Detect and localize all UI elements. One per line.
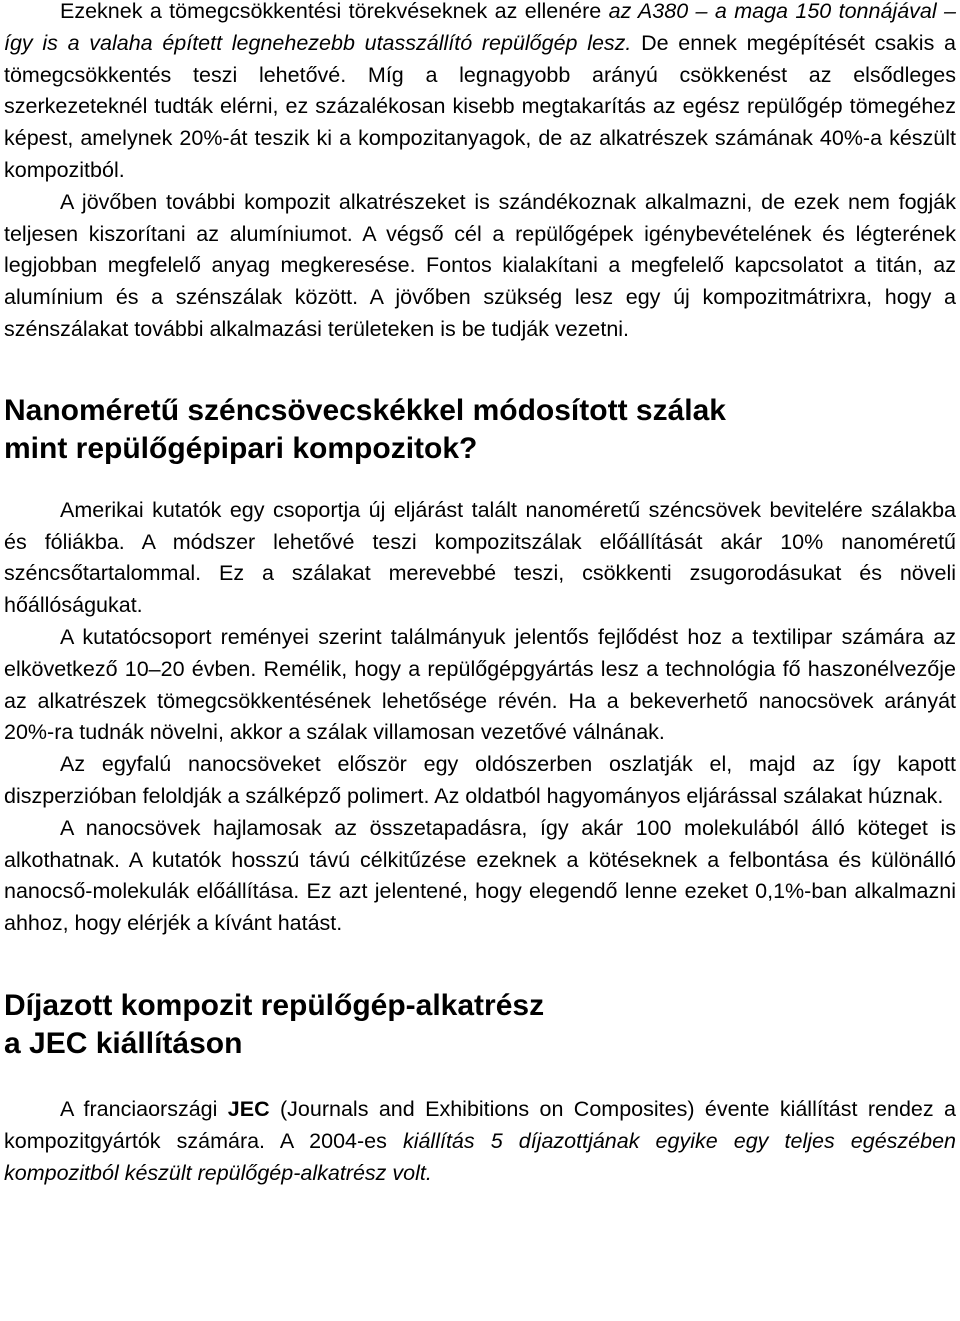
section2-p1-bold-jec: JEC bbox=[227, 1096, 270, 1121]
section2-heading-line1: Díjazott kompozit repülőgép-alkatrész bbox=[4, 988, 545, 1022]
section2-paragraph-1 bbox=[4, 1094, 956, 1189]
section1-paragraph-4: A nanocsövek hajlamosak az összetapadásra, így akár 100 molekulából álló köteget is alkothatnak. A kutatók hosszú távú célkitűzése ezeknek a kötéseknek a felbontása és különálló nanocső-molekulák előállítása. Ez azt jelentené, hogy elegendő lenne ezeket 0,1%-ban alkalmazni ahhoz, hogy elérjék a kívánt hatást. bbox=[4, 815, 956, 936]
section2-p1-text-a: A franciaországi bbox=[60, 1096, 228, 1121]
section1-paragraph-1: Amerikai kutatók egy csoportja új eljárást talált nanoméretű széncsövek bevitelére szálakba és fóliákba. A módszer lehetővé teszi kompozitszálak előállítását akár 10% nanoméretű széncsőtartalommal. Ez a szálakat merevebbé teszi, csökkenti zsugorodásukat és növeli hőállóságukat. bbox=[4, 497, 956, 618]
section2-p1-italic: kiállítás 5 díjazottjának egyike egy teljes egészében kompozitból készült repülőgép-alkatrész volt. bbox=[4, 1128, 956, 1185]
section-heading-jec bbox=[4, 987, 956, 1063]
section1-heading-line2: mint repülőgépipari kompozitok? bbox=[4, 431, 478, 465]
section2-p1-text-c: (Journals and Exhibitions on Composites) évente kiállítást rendez a kompozitgyártók számára. A 2004-es bbox=[4, 1096, 956, 1153]
intro-paragraph-2: A jövőben további kompozit alkatrészeket is szándékoznak alkalmazni, de ezek nem fogják teljesen kiszorítani az alumíniumot. A végső cél a repülőgépek igénybevételének és légterének legjobban megfelelő anyag megkeresése. Fontos kialakítani a megfelelő kapcsolatot a titán, az alumínium és a szénszálak között. A jövőben szükség lesz egy új kompozitmátrixra, hogy a szénszálakat további alkalmazási területeken is be tudják vezetni. bbox=[4, 189, 956, 341]
section1-paragraph-2: A kutatócsoport reményei szerint találmányuk jelentős fejlődést hoz a textilipar számára az elkövetkező 10–20 évben. Remélik, hogy a repülőgépgyártás lesz a technológia fő haszonélvezője az alkatrészek tömegcsökkentésének lehetősége révén. Ha a bekeverhető nanocsövek arányát 20%-ra tudnák növelni, akkor a szálak villamosan vezetővé válnának. bbox=[4, 624, 956, 745]
intro-p1-text-a: Ezeknek a tömegcsökkentési törekvéseknek az ellenére bbox=[60, 0, 609, 23]
section1-paragraph-3: Az egyfalú nanocsöveket először egy oldószerben oszlatják el, majd az így kapott diszperzióban feloldják a szálképző polimert. Az oldatból hagyományos eljárással szálakat húznak. bbox=[4, 752, 956, 808]
intro-paragraph-1 bbox=[4, 0, 956, 187]
section2-heading-line2: a JEC kiállításon bbox=[4, 1026, 243, 1060]
intro-p1-text-c: De ennek megépítését csakis a tömegcsökkentés teszi lehetővé. Míg a legnagyobb arányú csökkenést az elsődleges szerkezeteknél tudták elérni, ez százalékosan kisebb megtakarítás az egész repülőgép tömegéhez képest, amelynek 20%-át teszik ki a kompozitanyagok, de az alkatrészek számának 40%-a készült kompozitból. bbox=[4, 30, 956, 182]
intro-p1-italic: az A380 – a maga 150 tonnájával – így is a valaha épített legnehezebb utasszállító repülőgép lesz. bbox=[4, 0, 956, 55]
section1-heading-line1: Nanoméretű széncsövecskékkel módosított szálak bbox=[4, 393, 726, 427]
section-heading-nanotubes bbox=[4, 392, 956, 468]
